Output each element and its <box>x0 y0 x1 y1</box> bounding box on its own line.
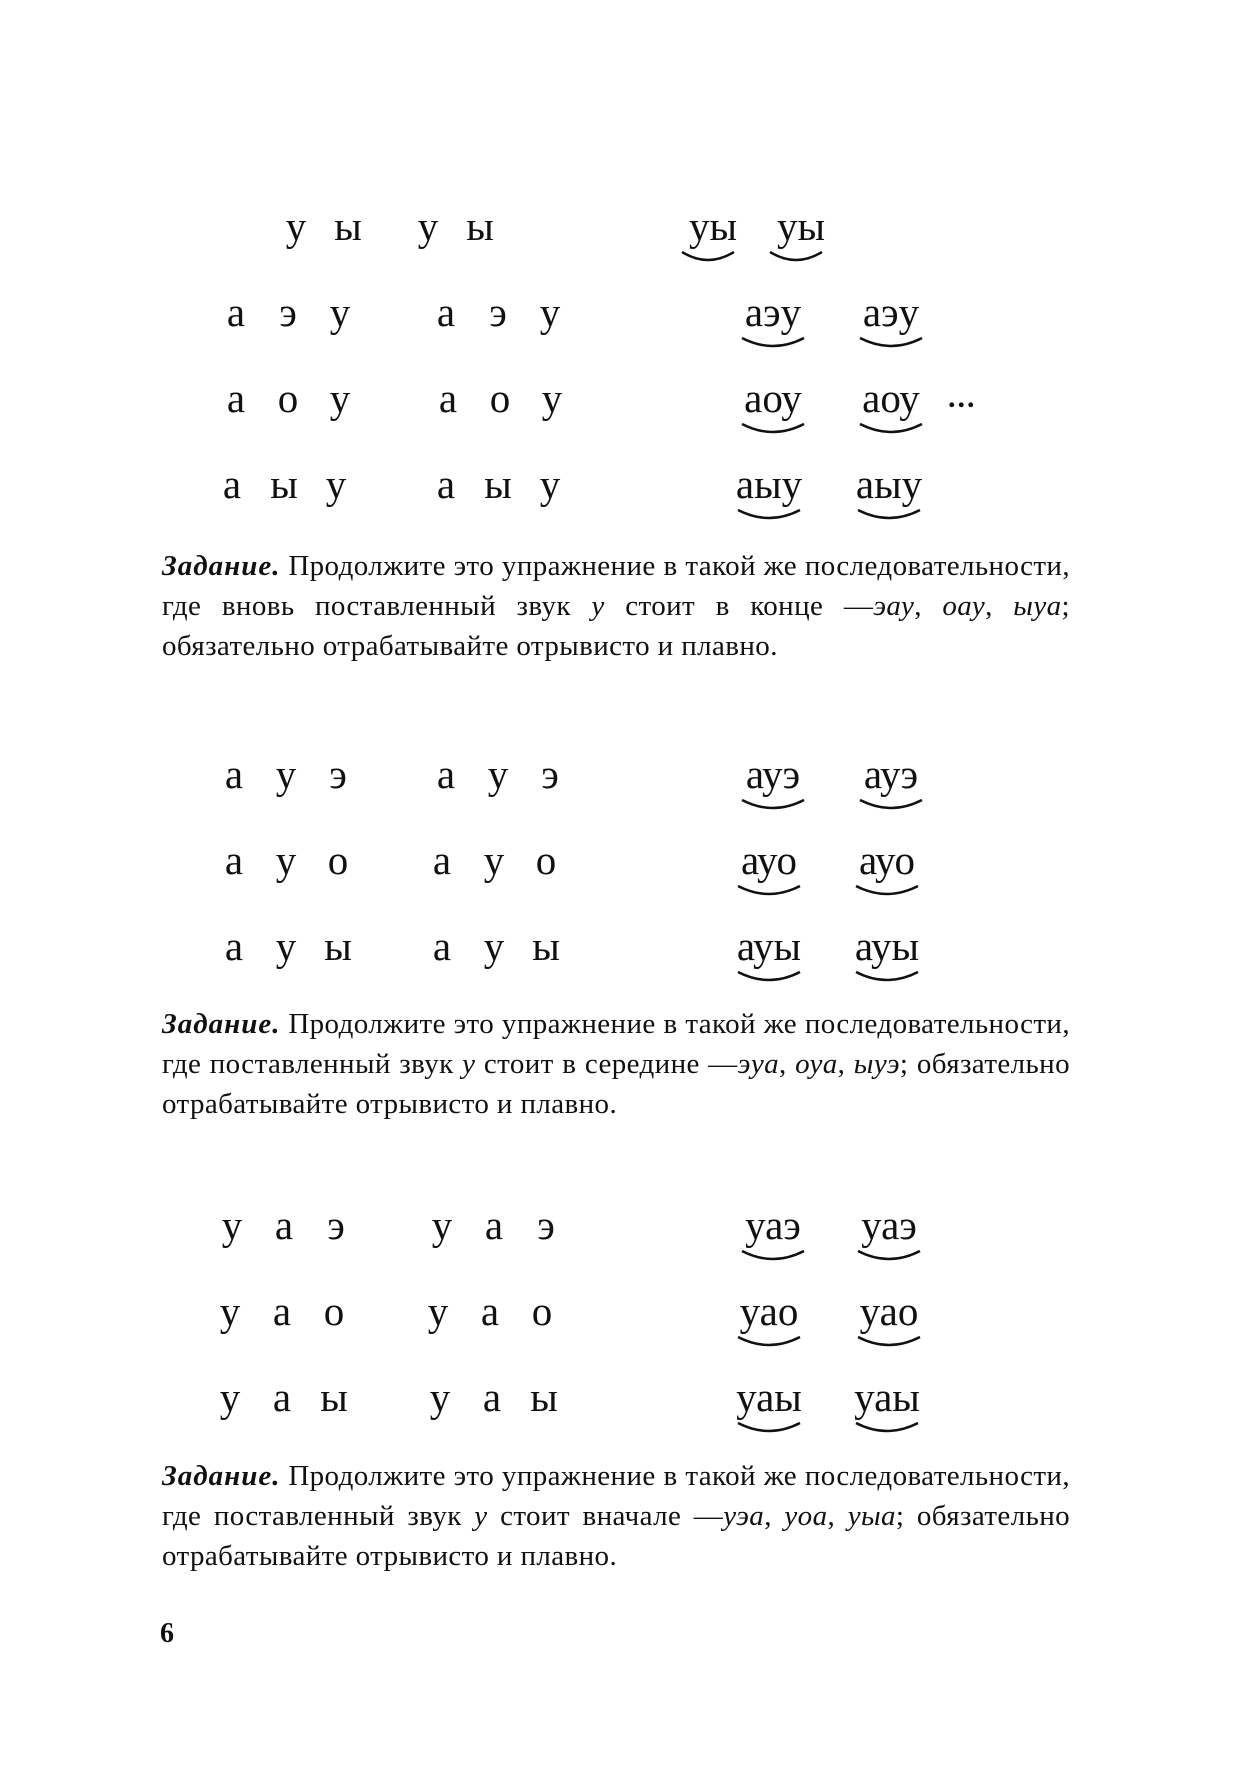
separate-syllables <box>412 1283 568 1339</box>
syllable: э <box>541 751 559 797</box>
separator: , <box>827 1500 848 1532</box>
syllable: у <box>275 837 297 883</box>
joined-syllable <box>726 1283 812 1339</box>
separate-syllables <box>204 1283 360 1339</box>
syllable: ауы <box>736 923 802 969</box>
slur-arc-icon <box>854 1247 924 1265</box>
syllable: э <box>279 289 297 335</box>
syllable: ауэ <box>745 751 801 797</box>
syllable: у <box>219 1374 241 1420</box>
example: уэа <box>723 1500 765 1532</box>
joined-syllable <box>726 918 812 974</box>
slur-arc-icon <box>738 1247 808 1265</box>
joined-syllable <box>730 1197 816 1253</box>
syllable: ауы <box>854 923 920 969</box>
separate-syllables <box>420 746 576 802</box>
drill-row <box>0 1369 1259 1439</box>
joined-syllable <box>844 918 930 974</box>
page-number: 6 <box>160 1618 174 1649</box>
syllable: у <box>329 289 351 335</box>
example: оуа <box>795 1048 838 1080</box>
syllable: аоу <box>862 375 920 421</box>
syllable: а <box>272 1374 292 1420</box>
task-paragraph <box>162 546 1070 666</box>
syllable: уао <box>739 1288 799 1334</box>
separate-syllables <box>208 832 364 888</box>
syllable: ы <box>532 923 560 969</box>
syllable: уаэ <box>861 1202 917 1248</box>
syllable: а <box>480 1288 500 1334</box>
syllable: э <box>329 751 347 797</box>
separate-syllables <box>420 284 576 340</box>
joined-syllable <box>846 1197 932 1253</box>
slur-arc-icon <box>734 882 804 900</box>
syllable: о <box>531 1288 553 1334</box>
slur-arc-icon <box>856 334 926 352</box>
syllable: у <box>285 203 307 249</box>
syllable: а <box>438 375 458 421</box>
syllable: у <box>417 203 439 249</box>
slur-arc-icon <box>852 968 922 986</box>
separator: , <box>837 1048 854 1080</box>
separate-syllables <box>416 1197 572 1253</box>
task-label: Задание. <box>162 1008 281 1040</box>
drill-row <box>0 746 1259 816</box>
syllable: у <box>483 837 505 883</box>
syllable: у <box>487 751 509 797</box>
syllable: уао <box>859 1288 919 1334</box>
task-text: ; обязательно отрабатывайте отрывисто и плавно. <box>162 1500 1071 1572</box>
slur-arc-icon <box>852 882 922 900</box>
example: ыуа <box>1013 590 1062 622</box>
separate-syllables <box>206 1197 362 1253</box>
separate-syllables <box>210 284 366 340</box>
syllable: а <box>222 461 242 507</box>
joined-syllable <box>726 1369 812 1425</box>
task-text: Продолжите это упражнение в такой же последовательности, где поставленный звук <box>162 1460 1070 1532</box>
syllable: ы <box>324 923 352 969</box>
syllable: ауэ <box>863 751 919 797</box>
syllable: э <box>327 1202 345 1248</box>
syllable: э <box>489 289 507 335</box>
syllable: а <box>436 289 456 335</box>
slur-arc-icon <box>734 1333 804 1351</box>
joined-syllable <box>848 370 934 426</box>
task-text: ; обязательно отрабатывайте отрывисто и плавно. <box>162 590 1070 662</box>
syllable: у <box>539 461 561 507</box>
syllable: ы <box>270 461 298 507</box>
slur-arc-icon <box>856 420 926 438</box>
task-text: Продолжите это упражнение в такой же последовательности, где поставленный звук <box>162 1008 1070 1080</box>
syllable: а <box>274 1202 294 1248</box>
syllable: у <box>221 1202 243 1248</box>
task-text: ; обязательно отрабатывайте отрывисто и плавно. <box>162 1048 1070 1120</box>
syllable: у <box>429 1374 451 1420</box>
separate-syllables <box>422 370 578 426</box>
syllable: а <box>224 751 244 797</box>
syllable: о <box>323 1288 345 1334</box>
syllable: ы <box>530 1374 558 1420</box>
joined-syllable <box>846 456 932 512</box>
syllable: а <box>226 375 246 421</box>
joined-syllable <box>848 284 934 340</box>
slur-arc-icon <box>738 420 808 438</box>
syllable: а <box>482 1374 502 1420</box>
syllable: а <box>432 923 452 969</box>
syllable: аэу <box>744 289 802 335</box>
drill-row <box>0 284 1259 354</box>
drill-row <box>0 1197 1259 1267</box>
syllable: у <box>325 461 347 507</box>
drill-row <box>0 918 1259 988</box>
separator: , <box>764 1500 785 1532</box>
slur-arc-icon <box>852 1419 922 1437</box>
syllable: а <box>484 1202 504 1248</box>
joined-syllable <box>726 832 812 888</box>
joined-syllable <box>730 746 816 802</box>
syllable: у <box>483 923 505 969</box>
example: уыа <box>847 1500 896 1532</box>
syllable: а <box>436 751 456 797</box>
syllable: о <box>327 837 349 883</box>
joined-syllable <box>730 284 816 340</box>
syllable: уаэ <box>745 1202 801 1248</box>
syllable: э <box>537 1202 555 1248</box>
syllable: а <box>226 289 246 335</box>
drill-row <box>0 456 1259 526</box>
slur-arc-icon <box>856 796 926 814</box>
separator: , <box>985 590 1014 622</box>
slur-arc-icon <box>734 506 804 524</box>
task-paragraph <box>162 1456 1070 1576</box>
slur-arc-icon <box>738 334 808 352</box>
example: уоа <box>784 1500 828 1532</box>
drill-row <box>0 198 1259 268</box>
joined-syllable <box>758 198 844 254</box>
separate-syllables <box>402 198 506 254</box>
syllable: уы <box>688 203 738 249</box>
separate-syllables <box>420 456 576 512</box>
separate-syllables <box>208 746 364 802</box>
slur-arc-icon <box>734 1419 804 1437</box>
drill-row <box>0 370 1259 440</box>
slur-arc-icon <box>854 1333 924 1351</box>
example: оау <box>942 590 986 622</box>
task-text: стоит в середине — <box>483 1048 738 1080</box>
syllable: у <box>427 1288 449 1334</box>
separate-syllables <box>270 198 374 254</box>
task-text: Продолжите это упражнение в такой же последовательности, где вновь поставленный звук <box>162 550 1070 622</box>
syllable: уы <box>776 203 826 249</box>
joined-syllable <box>730 370 816 426</box>
separate-syllables <box>416 918 572 974</box>
joined-syllable <box>848 746 934 802</box>
syllable: о <box>277 375 299 421</box>
syllable: у <box>329 375 351 421</box>
example: ыуэ <box>853 1048 900 1080</box>
syllable: ы <box>484 461 512 507</box>
joined-syllable <box>846 1283 932 1339</box>
syllable: у <box>219 1288 241 1334</box>
separate-syllables <box>414 1369 570 1425</box>
slur-arc-icon <box>854 506 924 524</box>
task-label: Задание. <box>162 1460 281 1492</box>
separate-syllables <box>416 832 572 888</box>
slur-arc-icon <box>738 796 808 814</box>
syllable: о <box>489 375 511 421</box>
joined-syllable <box>844 1369 930 1425</box>
task-label: Задание. <box>162 550 281 582</box>
syllable: уаы <box>854 1374 920 1420</box>
syllable: аэу <box>862 289 920 335</box>
syllable: у <box>275 923 297 969</box>
syllable: у <box>275 751 297 797</box>
task-paragraph <box>162 1004 1070 1124</box>
joined-syllable <box>670 198 756 254</box>
drill-row <box>0 832 1259 902</box>
syllable: а <box>224 923 244 969</box>
sound-letter: у <box>462 1048 476 1080</box>
separate-syllables <box>210 370 366 426</box>
slur-arc-icon <box>678 248 738 266</box>
separate-syllables <box>204 1369 360 1425</box>
syllable: а <box>436 461 456 507</box>
slur-arc-icon <box>766 248 826 266</box>
syllable: ауо <box>740 837 798 883</box>
joined-syllable <box>726 456 812 512</box>
syllable: а <box>432 837 452 883</box>
example: эау <box>873 590 915 622</box>
drill-row <box>0 1283 1259 1353</box>
syllable: о <box>535 837 557 883</box>
syllable: аоу <box>744 375 802 421</box>
syllable: ауо <box>858 837 916 883</box>
sound-letter: у <box>474 1500 488 1532</box>
separate-syllables <box>206 456 362 512</box>
syllable: у <box>431 1202 453 1248</box>
separator: , <box>779 1048 796 1080</box>
separator: , <box>914 590 943 622</box>
syllable: аыу <box>735 461 803 507</box>
syllable: уаы <box>736 1374 802 1420</box>
syllable: а <box>224 837 244 883</box>
task-text: стоит вначале — <box>500 1500 724 1532</box>
example: эуа <box>737 1048 780 1080</box>
syllable: аыу <box>855 461 923 507</box>
syllable: ы <box>334 203 362 249</box>
separate-syllables <box>208 918 364 974</box>
joined-syllable <box>844 832 930 888</box>
syllable: у <box>539 289 561 335</box>
syllable: у <box>541 375 563 421</box>
slur-arc-icon <box>734 968 804 986</box>
syllable: ы <box>320 1374 348 1420</box>
ellipsis: ... <box>948 381 977 414</box>
task-text: стоит в конце — <box>625 590 874 622</box>
syllable: ы <box>466 203 494 249</box>
sound-letter: у <box>591 590 605 622</box>
syllable: а <box>272 1288 292 1334</box>
